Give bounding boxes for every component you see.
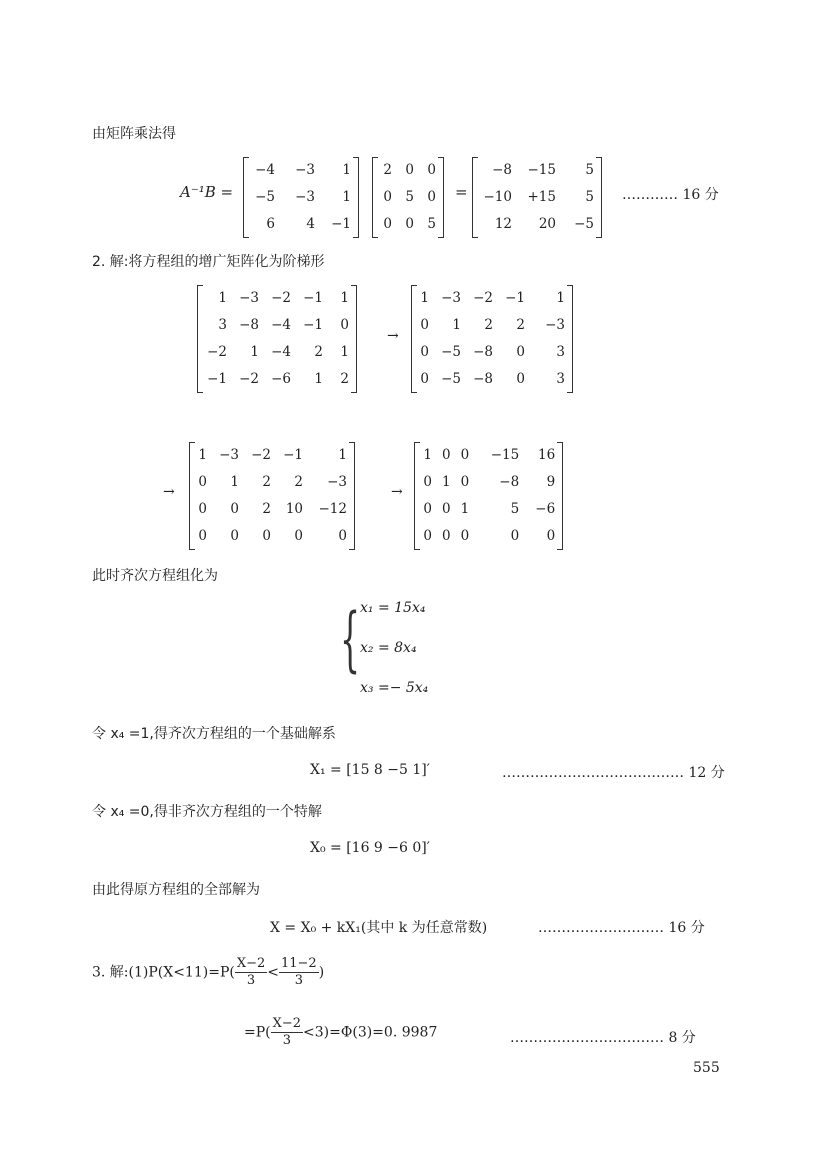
section-2-title: 2. 解:将方程组的增广矩阵化为阶梯形 — [92, 254, 325, 270]
particular-solution: X₀ = [16 9 −6 0]′ — [310, 840, 430, 856]
score-8: …………………………… 8 分 — [510, 1030, 696, 1046]
matrix-cell: 2 — [340, 371, 349, 387]
matrix-cell: −6 — [535, 501, 556, 517]
matrix-cell: 0 — [460, 447, 470, 463]
matrix-cell: 0 — [427, 162, 436, 178]
matrix-inverse-a — [243, 157, 359, 238]
matrix-inverse-a-row — [251, 157, 351, 184]
augmented-matrix-1-row — [205, 339, 349, 366]
matrix-cell: +15 — [527, 189, 556, 205]
augmented-matrix-4-row — [422, 496, 555, 523]
matrix-cell: 0 — [198, 501, 207, 517]
matrix-cell: 5 — [405, 189, 414, 205]
fraction-1: $\frac{X-2}{3}$ — [236, 956, 266, 988]
matrix-cell: 0 — [442, 447, 451, 463]
matrix-cell: 1 — [198, 447, 207, 463]
matrix-cell: 2 — [516, 317, 525, 333]
matrix-cell: 0 — [423, 474, 432, 490]
general-text: 由此得原方程组的全部解为 — [92, 882, 260, 898]
matrix-cell: 2 — [484, 317, 493, 333]
matrix-cell: 5 — [510, 501, 520, 517]
matrix-cell: 0 — [420, 371, 429, 387]
score-16-a: ………… 16 分 — [622, 187, 719, 203]
augmented-matrix-3 — [189, 442, 355, 550]
matrix-cell: −12 — [318, 501, 347, 517]
matrix-cell: −8 — [499, 474, 520, 490]
matrix-cell: −2 — [207, 344, 227, 360]
matrix-cell: −3 — [441, 290, 461, 306]
sec3-line2-prefix: =P( — [244, 1024, 271, 1041]
matrix-cell: 0 — [546, 528, 556, 544]
matrix-cell: 1 — [340, 290, 349, 306]
augmented-matrix-4-row — [422, 442, 555, 469]
augmented-matrix-4 — [414, 442, 563, 550]
matrix-cell: 0 — [510, 528, 520, 544]
arrow-2: → — [163, 484, 175, 500]
matrix-cell: −4 — [271, 344, 291, 360]
matrix-cell: −5 — [441, 371, 461, 387]
matrix-cell: 0 — [198, 474, 207, 490]
matrix-cell: 0 — [442, 528, 451, 544]
matrix-cell: 1 — [452, 317, 461, 333]
close-paren: ) — [318, 964, 325, 981]
matrix-cell: 0 — [427, 189, 436, 205]
matrix-cell: 1 — [218, 290, 227, 306]
augmented-matrix-3-row — [197, 469, 347, 496]
matrix-cell: 5 — [427, 216, 436, 232]
augmented-matrix-3-row — [197, 496, 347, 523]
matrix-cell: 0 — [516, 344, 525, 360]
matrix-cell: 1 — [230, 474, 239, 490]
matrix-product-row — [480, 184, 594, 211]
matrix-cell: 3 — [556, 344, 565, 360]
matrix-cell: 0 — [383, 216, 392, 232]
augmented-matrix-4-row — [422, 469, 555, 496]
matrix-cell: 1 — [314, 371, 323, 387]
matrix-cell: 1 — [460, 501, 470, 517]
matrix-cell: 0 — [262, 528, 271, 544]
intro-text: 由矩阵乘法得 — [92, 126, 176, 142]
matrix-cell: −5 — [441, 344, 461, 360]
matrix-cell: −8 — [473, 371, 493, 387]
section-3-line-1 — [92, 956, 324, 989]
matrix-b — [372, 157, 444, 238]
let-x4-one-text: 令 x₄ =1,得齐次方程组的一个基础解系 — [92, 726, 336, 742]
matrix-cell: −1 — [303, 290, 323, 306]
matrix-cell: 0 — [383, 189, 392, 205]
matrix-cell: 0 — [516, 371, 525, 387]
matrix-cell: −3 — [327, 474, 347, 490]
sec3-prefix: 3. 解:(1)P(X<11)=P( — [92, 964, 235, 981]
matrix-cell: −3 — [239, 290, 259, 306]
lhs-label: A⁻¹B = — [180, 183, 234, 201]
homog-text: 此时齐次方程组化为 — [92, 568, 218, 584]
augmented-matrix-2 — [411, 285, 573, 393]
matrix-cell: −1 — [283, 447, 303, 463]
equation-x1: x₁ = 15x₄ — [360, 600, 426, 616]
matrix-cell: 2 — [262, 501, 271, 517]
matrix-inverse-a-row — [251, 184, 351, 211]
matrix-cell: −3 — [295, 162, 315, 178]
matrix-cell: −1 — [303, 317, 323, 333]
matrix-cell: 0 — [423, 501, 432, 517]
matrix-cell: 1 — [423, 447, 432, 463]
equals-sign: = — [455, 183, 468, 201]
matrix-cell: 6 — [266, 216, 275, 232]
matrix-cell: 0 — [340, 317, 349, 333]
augmented-matrix-4-row — [422, 523, 555, 550]
matrix-cell: −10 — [483, 189, 512, 205]
matrix-cell: 1 — [340, 344, 349, 360]
augmented-matrix-3-row — [197, 442, 347, 469]
matrix-cell: 1 — [420, 290, 429, 306]
matrix-cell: −1 — [505, 290, 525, 306]
matrix-cell: −2 — [271, 290, 291, 306]
matrix-cell: −2 — [251, 447, 271, 463]
matrix-cell: 2 — [383, 162, 392, 178]
augmented-matrix-2-row — [419, 285, 565, 312]
matrix-cell: 2 — [262, 474, 271, 490]
matrix-cell: 2 — [314, 344, 323, 360]
score-12: ………………………………… 12 分 — [502, 765, 725, 781]
matrix-cell: 0 — [460, 528, 470, 544]
augmented-matrix-1 — [197, 285, 357, 393]
augmented-matrix-1-row — [205, 312, 349, 339]
matrix-inverse-a-row — [251, 211, 351, 238]
matrix-cell: 12 — [494, 216, 512, 232]
matrix-cell: −3 — [545, 317, 565, 333]
matrix-cell: −2 — [473, 290, 493, 306]
fraction-2: $\frac{11-2}{3}$ — [280, 956, 317, 988]
matrix-cell: 9 — [546, 474, 556, 490]
system-brace: { — [340, 598, 361, 680]
matrix-cell: 1 — [342, 162, 351, 178]
matrix-cell: −5 — [574, 216, 594, 232]
matrix-cell: −8 — [473, 344, 493, 360]
augmented-matrix-2-row — [419, 366, 565, 393]
let-x4-zero-text: 令 x₄ =0,得非齐次方程组的一个特解 — [92, 804, 322, 820]
matrix-cell: −8 — [492, 162, 512, 178]
equation-x3: x₃ =− 5x₄ — [360, 680, 429, 696]
arrow-1: → — [387, 328, 399, 344]
matrix-b-row — [380, 211, 436, 238]
sec3-line2-rest: <3)=Φ(3)=0. 9987 — [303, 1024, 438, 1041]
matrix-cell: 20 — [538, 216, 556, 232]
matrix-cell: 1 — [442, 474, 451, 490]
less-than: < — [267, 964, 279, 981]
matrix-cell: 0 — [423, 528, 432, 544]
page-number: 555 — [693, 1060, 720, 1076]
matrix-cell: 3 — [218, 317, 227, 333]
matrix-cell: −15 — [490, 447, 520, 463]
augmented-matrix-2-row — [419, 312, 565, 339]
general-solution: X = X₀ + kX₁(其中 k 为任意常数) — [270, 920, 488, 936]
matrix-b-row — [380, 184, 436, 211]
matrix-cell: 0 — [294, 528, 303, 544]
matrix-product-row — [480, 157, 594, 184]
matrix-product — [472, 157, 602, 238]
matrix-cell: −4 — [255, 162, 275, 178]
matrix-cell: −8 — [239, 317, 259, 333]
matrix-cell: 0 — [442, 501, 451, 517]
matrix-cell: 1 — [338, 447, 347, 463]
section-3-line-2 — [244, 1016, 437, 1049]
matrix-cell: 3 — [556, 371, 565, 387]
arrow-3: → — [391, 484, 403, 500]
matrix-cell: −4 — [271, 317, 291, 333]
matrix-cell: 0 — [420, 317, 429, 333]
matrix-cell: 0 — [460, 474, 470, 490]
matrix-cell: −3 — [219, 447, 239, 463]
augmented-matrix-3-row — [197, 523, 347, 550]
augmented-matrix-1-row — [205, 366, 349, 393]
matrix-product-row — [480, 211, 594, 238]
augmented-matrix-1-row — [205, 285, 349, 312]
equation-x2: x₂ = 8x₄ — [360, 640, 417, 656]
matrix-cell: −1 — [331, 216, 351, 232]
fraction-3: $\frac{X-2}{3}$ — [272, 1016, 302, 1048]
matrix-cell: 5 — [585, 162, 594, 178]
augmented-matrix-2-row — [419, 339, 565, 366]
matrix-cell: −1 — [207, 371, 227, 387]
matrix-cell: 4 — [306, 216, 315, 232]
matrix-cell: −5 — [255, 189, 275, 205]
matrix-cell: 2 — [294, 474, 303, 490]
matrix-cell: 1 — [250, 344, 259, 360]
matrix-cell: 1 — [342, 189, 351, 205]
score-16-b: ……………………… 16 分 — [538, 920, 705, 936]
matrix-cell: −2 — [239, 371, 259, 387]
matrix-cell: 5 — [585, 189, 594, 205]
matrix-cell: 1 — [556, 290, 565, 306]
matrix-cell: 0 — [230, 528, 239, 544]
matrix-cell: 0 — [338, 528, 347, 544]
matrix-b-row — [380, 157, 436, 184]
matrix-cell: 0 — [405, 162, 414, 178]
matrix-cell: 0 — [230, 501, 239, 517]
matrix-cell: 10 — [285, 501, 303, 517]
matrix-cell: 0 — [198, 528, 207, 544]
matrix-cell: −6 — [271, 371, 291, 387]
matrix-cell: −3 — [295, 189, 315, 205]
matrix-cell: 0 — [405, 216, 414, 232]
matrix-cell: 0 — [420, 344, 429, 360]
basic-solution: X₁ = [15 8 −5 1]′ — [310, 762, 430, 778]
matrix-cell: −15 — [527, 162, 556, 178]
matrix-cell: 16 — [538, 447, 556, 463]
